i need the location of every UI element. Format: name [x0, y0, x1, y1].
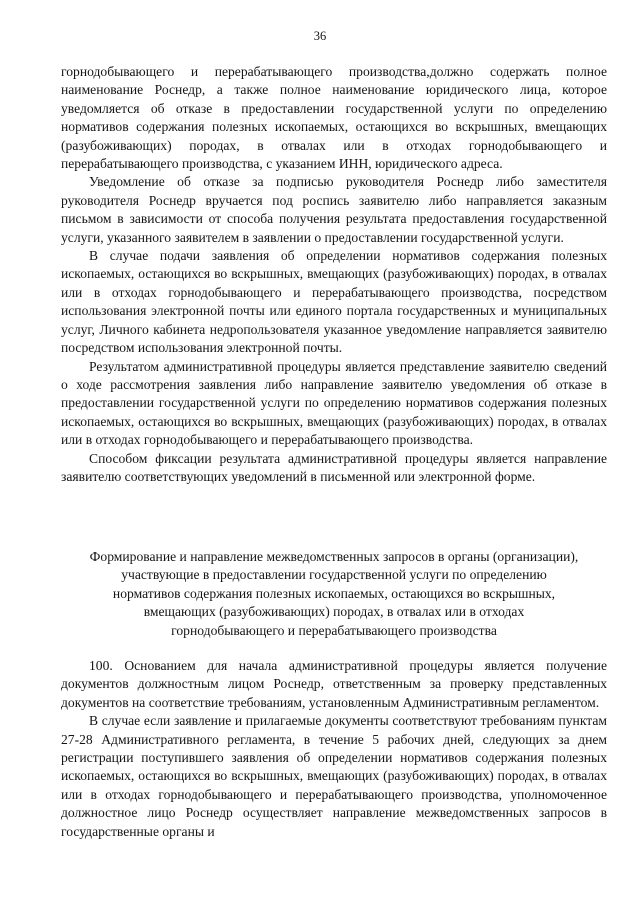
section-heading	[61, 548, 607, 640]
section-heading-line: горнодобывающего и перерабатывающего производства	[171, 622, 497, 638]
paragraph-electronic-submission: В случае подачи заявления об определении нормативов содержания полезных ископаемых, остающихся во вскрышных, вмещающих (разубоживающих) породах, в отвалах или в отходах горнодобывающего и перерабатывающего производства, посредством использования электронной почты или единого портала государственных и муниципальных услуг, Личного кабинета недропользователя указанное уведомление направляется заявителю посредством использования электронной почты.	[61, 248, 607, 356]
paragraph-item-100: 100. Основанием для начала административной процедуры является получение документов должностным лицом Роснедр, ответственным за проверку представленных документов на соответствие требованиям, установленным Административным регламентом.	[61, 658, 607, 710]
paragraph-result: Результатом административной процедуры является представление заявителю сведений о ходе рассмотрения заявления либо направление заявителю уведомления об отказе в предоставлении государственной услуги по определению нормативов содержания полезных ископаемых, остающихся во вскрышных, вмещающих (разубоживающих) породах, в отвалах или в отходах горнодобывающего и перерабатывающего производства.	[61, 358, 607, 448]
section-heading-line: вмещающих (разубоживающих) породах, в отвалах или в отходах	[143, 604, 525, 620]
body-text-top	[61, 63, 607, 486]
body-text-bottom	[61, 657, 607, 841]
paragraph-fixation: Способом фиксации результата административной процедуры является направление заявителю соответствующих уведомлений в письменной или электронной форме.	[61, 450, 607, 484]
paragraph-notice-signature: Уведомление об отказе за подписью руководителя Роснедр либо заместителя руководителя Роснедр вручается под роспись заявителю либо направляется заказным письмом в зависимости от способа получения результата предоставления государственной услуги, указанного заявителем в заявлении о предоставлении государственной услуги.	[61, 174, 607, 245]
section-heading-line: участвующие в предоставлении государственной услуги по определению	[121, 567, 547, 583]
page-number: 36	[313, 29, 327, 43]
paragraph-conformity: В случае если заявление и прилагаемые документы соответствуют требованиям пунктам 27-28 Административного регламента, в течение 5 рабочих дней, следующих за днем регистрации поступившего заявления об определении нормативов содержания полезных ископаемых, остающихся во вскрышных, вмещающих (разубоживающих) породах, в отвалах или в отходах горнодобывающего и перерабатывающего производства, уполномоченное должностное лицо Роснедр осуществляет направление межведомственных запросов в государственные органы и	[61, 713, 607, 839]
paragraph-continuation: горнодобывающего и перерабатывающего производства,должно содержать полное наименование Роснедр, а также полное наименование юридического лица, которое уведомляется об отказе в предоставлении государственной услуги по определению нормативов содержания полезных ископаемых, остающихся во вскрышных, вмещающих (разубоживающих) породах, в отвалах или в отходах горнодобывающего и перерабатывающего производства, с указанием ИНН, юридического адреса.	[61, 64, 607, 172]
section-heading-line: Формирование и направление межведомственных запросов в органы (организации),	[89, 549, 579, 564]
section-heading-line: нормативов содержания полезных ископаемых, остающихся во вскрышных,	[112, 585, 556, 601]
